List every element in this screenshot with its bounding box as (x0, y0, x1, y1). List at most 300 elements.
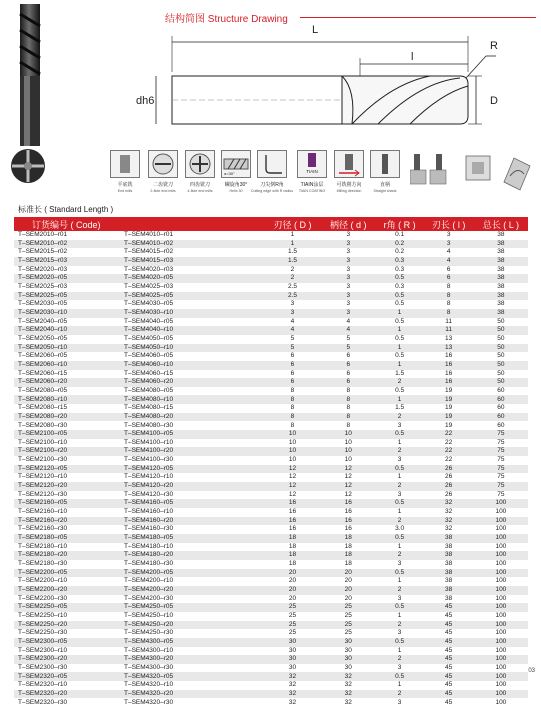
table-cell: T–SEM4080–r30 (124, 421, 264, 430)
table-cell: T–SEM2015–r02 (14, 248, 124, 257)
table-cell: 26 (424, 465, 474, 474)
table-cell: T–SEM4320–r10 (124, 681, 264, 690)
table-cell: 60 (474, 404, 528, 413)
table-cell: T–SEM4250–r05 (124, 603, 264, 612)
col-header-cutting-dia: 刃径 ( D ) (264, 217, 321, 231)
table-row (14, 292, 528, 301)
table-cell: 18 (321, 560, 376, 569)
table-cell: 4 (264, 318, 321, 327)
table-cell: 16 (321, 499, 376, 508)
table-cell: 3 (376, 595, 424, 604)
table-cell: 100 (474, 499, 528, 508)
dim-R-label: R (490, 40, 498, 52)
table-cell: 3 (376, 456, 424, 465)
table-cell: 100 (474, 517, 528, 526)
table-cell: 32 (424, 525, 474, 534)
table-cell: 30 (264, 655, 321, 664)
flat-end-icon (110, 150, 140, 178)
table-cell: T–SEM2250–r05 (14, 603, 124, 612)
table-row (14, 698, 528, 707)
table-cell: 6 (264, 378, 321, 387)
table-cell: 0.5 (376, 638, 424, 647)
table-cell: T–SEM4180–r30 (124, 560, 264, 569)
table-cell: 2 (376, 447, 424, 456)
col-header-shank-dia: 柄径 ( d ) (321, 217, 376, 231)
table-cell: 100 (474, 534, 528, 543)
straight-shank-icon (370, 150, 400, 178)
table-cell: 100 (474, 551, 528, 560)
table-row (14, 361, 528, 370)
table-cell: 1 (376, 395, 424, 404)
table-cell: 10 (321, 456, 376, 465)
structure-drawing (130, 24, 510, 134)
table-cell: 75 (474, 465, 528, 474)
table-cell: T–SEM4160–r05 (124, 499, 264, 508)
table-cell: T–SEM2180–r05 (14, 534, 124, 543)
dim-D-label: D (490, 95, 498, 107)
tiain-badge: TIAIN (306, 169, 318, 174)
table-cell: T–SEM2120–r05 (14, 465, 124, 474)
table-cell: 12 (264, 473, 321, 482)
table-cell: 22 (424, 430, 474, 439)
table-cell: T–SEM2015–r03 (14, 257, 124, 266)
table-cell: T–SEM2320–r30 (14, 698, 124, 707)
table-cell: 22 (424, 456, 474, 465)
table-row (14, 266, 528, 275)
table-cell: 10 (264, 439, 321, 448)
table-cell: 3 (321, 292, 376, 301)
table-cell: 60 (474, 387, 528, 396)
table-row (14, 629, 528, 638)
table-cell: 20 (264, 577, 321, 586)
table-cell: 3 (321, 309, 376, 318)
table-cell: 0.5 (376, 300, 424, 309)
feature-label: 四齿铣刀 4-flute end mills (187, 182, 213, 193)
table-cell: 6 (264, 370, 321, 379)
table-cell: 50 (474, 344, 528, 353)
table-cell: 3 (264, 309, 321, 318)
table-cell: 8 (264, 421, 321, 430)
table-cell: 2 (376, 690, 424, 699)
table-cell: T–SEM2030–r10 (14, 309, 124, 318)
table-cell: 45 (424, 629, 474, 638)
table-cell: 8 (424, 300, 474, 309)
table-cell: 3 (321, 248, 376, 257)
table-cell: T–SEM2050–r10 (14, 344, 124, 353)
table-cell: 26 (424, 482, 474, 491)
feature-label: 平底铣 End mills (117, 182, 133, 193)
table-cell: 13 (424, 344, 474, 353)
table-row (14, 439, 528, 448)
table-cell: 38 (474, 300, 528, 309)
table-cell: 2 (376, 378, 424, 387)
table-cell: 30 (321, 647, 376, 656)
table-cell: T–SEM4080–r10 (124, 395, 264, 404)
table-cell: 45 (424, 655, 474, 664)
table-cell: 100 (474, 681, 528, 690)
table-cell: 18 (321, 534, 376, 543)
table-cell: 16 (424, 361, 474, 370)
table-cell: T–SEM4050–r10 (124, 344, 264, 353)
table-cell: 16 (264, 517, 321, 526)
table-cell: 8 (321, 421, 376, 430)
table-cell: 20 (264, 586, 321, 595)
table-cell: 10 (321, 439, 376, 448)
table-cell: 6 (424, 274, 474, 283)
table-cell: T–SEM4010–r01 (124, 231, 264, 240)
table-cell: 10 (321, 447, 376, 456)
table-cell: 16 (424, 370, 474, 379)
table-cell: 13 (424, 335, 474, 344)
table-cell: 8 (424, 283, 474, 292)
table-cell: 3 (424, 240, 474, 249)
table-cell: 75 (474, 447, 528, 456)
col-header-flute-length: 刃长 ( l ) (424, 217, 474, 231)
table-cell: T–SEM4300–r05 (124, 638, 264, 647)
table-cell: 3 (376, 664, 424, 673)
table-row (14, 603, 528, 612)
table-cell: 5 (321, 335, 376, 344)
table-row (14, 534, 528, 543)
helix-30-icon (221, 150, 251, 178)
table-row (14, 508, 528, 517)
table-cell: 60 (474, 413, 528, 422)
table-cell: 50 (474, 326, 528, 335)
table-cell: 38 (424, 577, 474, 586)
table-row (14, 647, 528, 656)
table-cell: 32 (321, 698, 376, 707)
table-cell: T–SEM4080–r05 (124, 387, 264, 396)
table-cell: 100 (474, 577, 528, 586)
col-header-overall-length: 总长 ( L ) (474, 217, 528, 231)
table-cell: 50 (474, 335, 528, 344)
table-row (14, 517, 528, 526)
table-cell: 45 (424, 664, 474, 673)
table-cell: 100 (474, 629, 528, 638)
table-cell: T–SEM2180–r10 (14, 543, 124, 552)
table-cell: T–SEM4250–r10 (124, 612, 264, 621)
table-cell: T–SEM4120–r10 (124, 473, 264, 482)
table-cell: 75 (474, 491, 528, 500)
table-cell: 0.5 (376, 318, 424, 327)
table-cell: 18 (264, 543, 321, 552)
table-cell: T–SEM2300–r10 (14, 647, 124, 656)
table-cell: 5 (264, 335, 321, 344)
table-cell: T–SEM4200–r30 (124, 595, 264, 604)
table-cell: 1.5 (264, 257, 321, 266)
table-cell: T–SEM2080–r20 (14, 413, 124, 422)
table-row (14, 352, 528, 361)
table-row (14, 491, 528, 500)
table-cell: T–SEM4060–r15 (124, 370, 264, 379)
table-cell: 100 (474, 698, 528, 707)
table-cell: 100 (474, 603, 528, 612)
table-cell: T–SEM4160–r10 (124, 508, 264, 517)
table-row (14, 664, 528, 673)
table-cell: 19 (424, 413, 474, 422)
table-cell: T–SEM4020–r03 (124, 266, 264, 275)
table-cell: 100 (474, 647, 528, 656)
table-row (14, 447, 528, 456)
table-cell: 4 (424, 248, 474, 257)
table-cell: T–SEM2080–r10 (14, 395, 124, 404)
table-row (14, 274, 528, 283)
table-cell: 25 (264, 621, 321, 630)
table-cell: 18 (264, 551, 321, 560)
table-row (14, 473, 528, 482)
table-cell: T–SEM4250–r20 (124, 621, 264, 630)
table-cell: T–SEM4015–r03 (124, 257, 264, 266)
table-cell: 30 (264, 647, 321, 656)
table-cell: 3 (376, 698, 424, 707)
table-cell: 1 (376, 577, 424, 586)
table-cell: T–SEM4050–r05 (124, 335, 264, 344)
table-cell: 38 (424, 551, 474, 560)
table-row (14, 430, 528, 439)
table-row (14, 326, 528, 335)
table-cell: 32 (321, 681, 376, 690)
table-cell: 32 (321, 690, 376, 699)
table-cell: 0.5 (376, 569, 424, 578)
table-cell: 0.5 (376, 387, 424, 396)
table-cell: T–SEM2020–r03 (14, 266, 124, 275)
table-cell: 1 (376, 543, 424, 552)
table-cell: 0.1 (376, 231, 424, 240)
table-cell: 38 (474, 231, 528, 240)
table-cell: 1 (376, 344, 424, 353)
table-cell: T–SEM2320–r10 (14, 681, 124, 690)
table-cell: 8 (264, 413, 321, 422)
table-row (14, 638, 528, 647)
table-cell: T–SEM4180–r05 (124, 534, 264, 543)
table-cell: 0.5 (376, 534, 424, 543)
table-row (14, 551, 528, 560)
table-cell: T–SEM4025–r03 (124, 283, 264, 292)
table-cell: 12 (264, 491, 321, 500)
table-cell: 30 (321, 638, 376, 647)
table-row (14, 404, 528, 413)
title-divider (300, 17, 536, 18)
table-cell: 0.5 (376, 465, 424, 474)
table-cell: 50 (474, 378, 528, 387)
table-cell: T–SEM4020–r05 (124, 274, 264, 283)
feature-label: TIAIN涂层 TIAIN COATING (298, 182, 326, 193)
table-cell: 1 (376, 681, 424, 690)
col-header-corner-r: r角 ( R ) (376, 217, 424, 231)
table-row (14, 499, 528, 508)
table-cell: T–SEM2250–r10 (14, 612, 124, 621)
feature-label: 刀尖倒R角 Cutting edge with R radius (250, 182, 294, 193)
table-cell: 0.2 (376, 248, 424, 257)
table-cell: 0.5 (376, 292, 424, 301)
table-cell: T–SEM2120–r30 (14, 491, 124, 500)
table-cell: 8 (321, 404, 376, 413)
table-cell: 75 (474, 430, 528, 439)
table-cell: T–SEM4180–r20 (124, 551, 264, 560)
table-cell: 3 (321, 257, 376, 266)
table-cell: 1.5 (264, 248, 321, 257)
table-cell: 32 (424, 517, 474, 526)
table-cell: 3 (376, 491, 424, 500)
table-cell: 45 (424, 672, 474, 681)
table-cell: 2 (376, 655, 424, 664)
table-cell: 2 (376, 621, 424, 630)
table-cell: 16 (321, 508, 376, 517)
drawing-title: 结构简图 Structure Drawing (165, 14, 288, 25)
table-cell: T–SEM2160–r05 (14, 499, 124, 508)
table-cell: 100 (474, 672, 528, 681)
end-mill-photo (10, 4, 50, 146)
table-cell: 45 (424, 621, 474, 630)
table-cell: 38 (424, 560, 474, 569)
table-cell: 16 (424, 378, 474, 387)
table-cell: T–SEM2060–r20 (14, 378, 124, 387)
table-cell: T–SEM2300–r30 (14, 664, 124, 673)
table-cell: 1 (264, 231, 321, 240)
table-row (14, 577, 528, 586)
table-cell: 16 (424, 352, 474, 361)
table-cell: T–SEM4100–r10 (124, 439, 264, 448)
table-row (14, 612, 528, 621)
table-cell: 100 (474, 543, 528, 552)
table-row (14, 344, 528, 353)
table-cell: 0.5 (376, 603, 424, 612)
table-cell: 100 (474, 690, 528, 699)
table-cell: 32 (424, 508, 474, 517)
table-cell: 0.5 (376, 499, 424, 508)
table-cell: T–SEM4200–r20 (124, 586, 264, 595)
table-cell: 38 (474, 266, 528, 275)
feature-label: 可铣削方向 Milling direction (336, 182, 362, 193)
table-row (14, 690, 528, 699)
table-row (14, 231, 528, 240)
table-cell: 8 (264, 387, 321, 396)
table-cell: 11 (424, 326, 474, 335)
table-row (14, 309, 528, 318)
table-cell: 4 (321, 318, 376, 327)
table-row (14, 681, 528, 690)
table-cell: T–SEM4025–r05 (124, 292, 264, 301)
table-row (14, 569, 528, 578)
table-cell: 100 (474, 569, 528, 578)
table-row (14, 248, 528, 257)
table-row (14, 283, 528, 292)
table-cell: 60 (474, 395, 528, 404)
table-cell: 0.3 (376, 257, 424, 266)
usage-diagrams (410, 150, 535, 195)
table-cell: 19 (424, 404, 474, 413)
table-cell: 2 (376, 482, 424, 491)
table-cell: 3 (376, 421, 424, 430)
table-cell: 8 (321, 395, 376, 404)
table-cell: 10 (264, 447, 321, 456)
table-cell: T–SEM4160–r20 (124, 517, 264, 526)
table-cell: 50 (474, 318, 528, 327)
table-cell: 16 (264, 499, 321, 508)
table-row (14, 482, 528, 491)
table-row (14, 318, 528, 327)
table-cell: T–SEM2060–r10 (14, 361, 124, 370)
table-cell: 38 (424, 586, 474, 595)
table-cell: 75 (474, 473, 528, 482)
table-cell: 10 (264, 430, 321, 439)
table-cell: 1 (376, 326, 424, 335)
table-cell: 6 (264, 352, 321, 361)
table-cell: T–SEM2080–r05 (14, 387, 124, 396)
table-cell: 45 (424, 690, 474, 699)
table-row (14, 560, 528, 569)
table-cell: T–SEM2200–r10 (14, 577, 124, 586)
table-cell: 8 (264, 404, 321, 413)
table-cell: T–SEM4080–r15 (124, 404, 264, 413)
table-cell: T–SEM2320–r20 (14, 690, 124, 699)
end-mill-tip-photo (8, 144, 48, 188)
table-cell: 3 (321, 266, 376, 275)
table-cell: 5 (321, 344, 376, 353)
table-cell: 32 (264, 690, 321, 699)
table-cell: T–SEM4060–r05 (124, 352, 264, 361)
table-cell: T–SEM2010–r01 (14, 231, 124, 240)
table-cell: 12 (321, 465, 376, 474)
table-cell: T–SEM2250–r30 (14, 629, 124, 638)
table-cell: T–SEM4015–r02 (124, 248, 264, 257)
table-cell: T–SEM4250–r30 (124, 629, 264, 638)
table-cell: 2.5 (264, 283, 321, 292)
table-cell: 32 (264, 672, 321, 681)
col-header-code-b (124, 217, 264, 231)
table-cell: 100 (474, 664, 528, 673)
table-row (14, 370, 528, 379)
table-cell: 38 (474, 283, 528, 292)
table-row (14, 465, 528, 474)
two-flute-icon (148, 150, 178, 178)
table-cell: 26 (424, 491, 474, 500)
table-cell: 0.3 (376, 283, 424, 292)
table-cell: 12 (321, 473, 376, 482)
table-cell: 25 (321, 629, 376, 638)
table-cell: 75 (474, 482, 528, 491)
table-cell: 38 (474, 292, 528, 301)
col-header-code: 订货编号 ( Code) (14, 217, 124, 231)
table-cell: 25 (264, 629, 321, 638)
table-cell: 0.5 (376, 352, 424, 361)
table-cell: 38 (474, 248, 528, 257)
table-cell: T–SEM2160–r20 (14, 517, 124, 526)
table-cell: 30 (321, 664, 376, 673)
table-row (14, 525, 528, 534)
table-cell: 1 (376, 361, 424, 370)
table-cell: 1 (376, 309, 424, 318)
table-cell: T–SEM4040–r05 (124, 318, 264, 327)
table-row (14, 672, 528, 681)
table-cell: T–SEM2300–r05 (14, 638, 124, 647)
table-cell: T–SEM4300–r20 (124, 655, 264, 664)
table-cell: 75 (474, 439, 528, 448)
table-cell: 45 (424, 698, 474, 707)
table-cell: 3 (321, 240, 376, 249)
dim-dh6-label: dh6 (136, 95, 155, 107)
table-cell: 12 (321, 482, 376, 491)
table-cell: T–SEM4120–r05 (124, 465, 264, 474)
table-row (14, 335, 528, 344)
table-cell: 16 (264, 508, 321, 517)
table-row (14, 300, 528, 309)
table-cell: 5 (264, 344, 321, 353)
table-cell: 1 (376, 439, 424, 448)
table-row (14, 413, 528, 422)
table-cell: T–SEM4030–r10 (124, 309, 264, 318)
table-cell: 4 (424, 257, 474, 266)
